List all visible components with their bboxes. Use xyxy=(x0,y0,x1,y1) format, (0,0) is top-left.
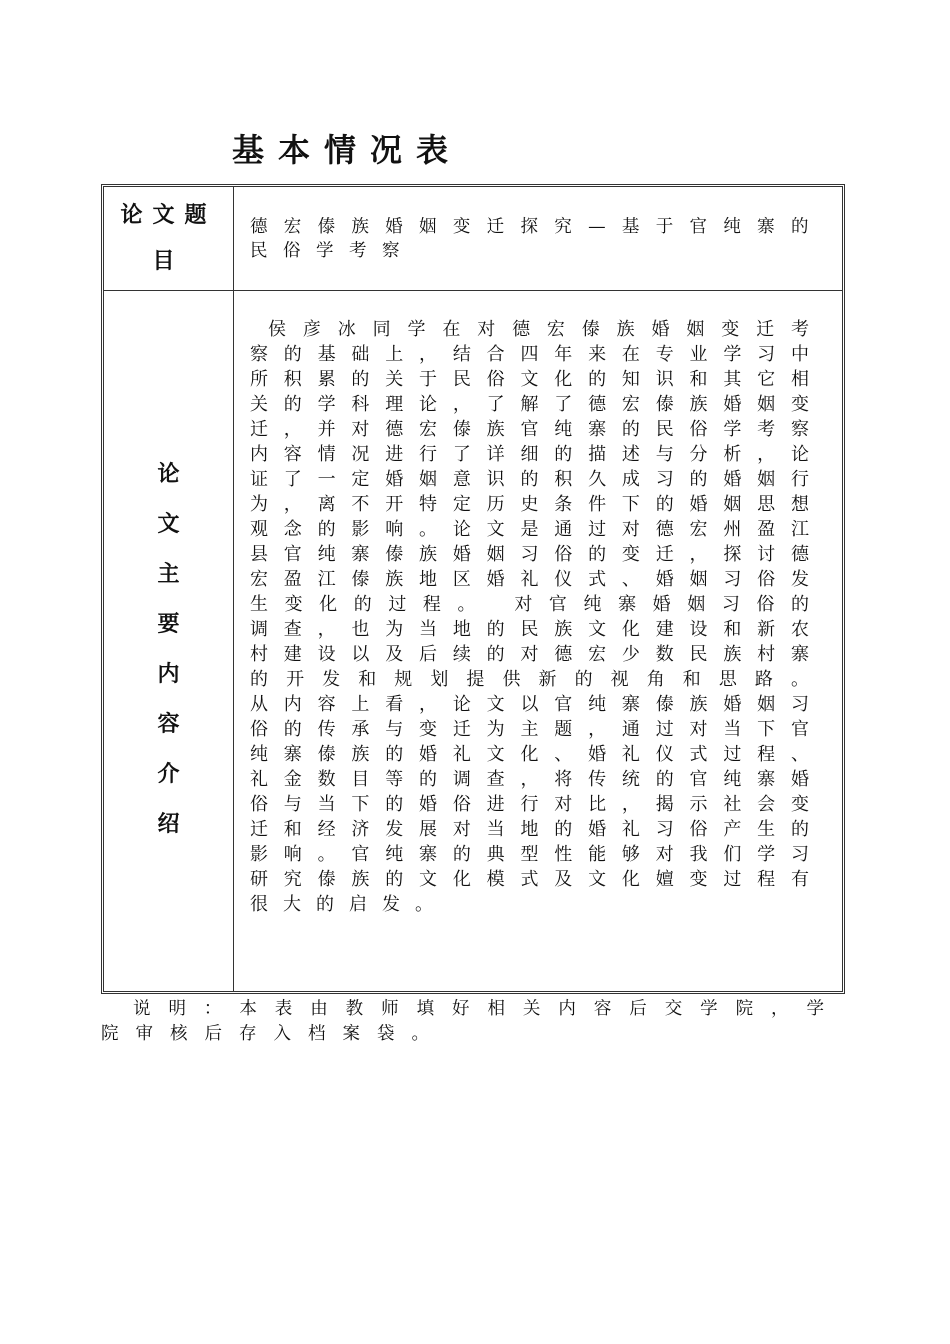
content-row xyxy=(104,290,842,991)
topic-row xyxy=(104,187,842,291)
content-label-cell xyxy=(104,290,234,991)
footnote: 说明：本表由教师填好相关内容后交学院，学院审核后存入档案袋。 xyxy=(101,999,841,1044)
topic-value: 德宏傣族婚姻变迁探究—基于官纯寨的民俗学考察 xyxy=(250,217,824,261)
content-text: 侯彦冰同学在对德宏傣族婚姻变迁考察的基础上，结合四年来在专业学习中所积累的关于民俗文化的知识和其它相关的学科理论，了解了德宏傣族婚姻变迁，并对德宏傣族官纯寨的民俗学考察内容情况进行了详细的描述与分析，论证了一定婚姻意识的积久成习的婚姻行为，离不开特定历史条件下的婚姻思想观念的影响。论文是通过对德宏州盈江县官纯寨傣族婚姻习俗的变迁，探讨德宏盈江傣族地区婚礼仪式、婚姻习俗发生变化的过程。 对官纯寨婚姻习俗的调查，也为当地的民族文化建设和新农村建设以及后续的对德宏少数民族村寨的开发和规划提供新的视角和思路。 从内容上看，论文以官纯寨傣族婚姻习俗的传承与变迁为主题，通过对当下官纯寨傣族的婚礼文化、婚礼仪式过程、礼金数目等的调查，将传统的官纯寨婚俗与当下的婚俗进行对比，揭示社会变迁和经济发展对当地的婚礼习俗产生的影响。官纯寨的典型性能够对我们学习研究傣族的文化模式及文化嬗变过程有很大的启发。 xyxy=(250,319,824,915)
topic-label-cell xyxy=(104,187,234,290)
info-table xyxy=(101,184,845,994)
content-label: 论文主要内容介绍 xyxy=(157,462,180,837)
topic-label: 论文题目 xyxy=(120,203,217,274)
page-title: 基本情况表 xyxy=(232,131,463,169)
